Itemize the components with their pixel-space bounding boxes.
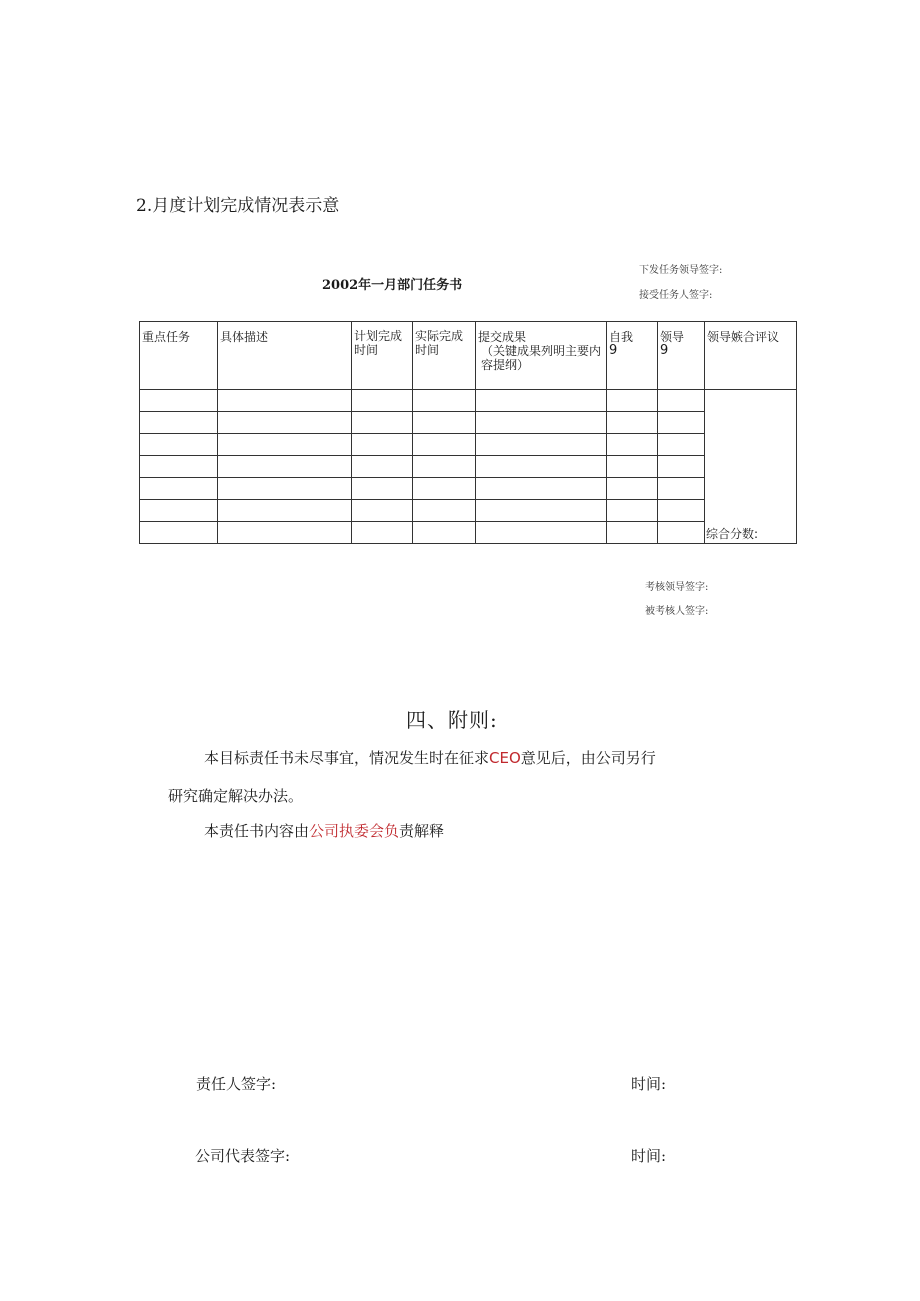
para1-ceo: CEO <box>489 749 521 767</box>
leader-score-cell[interactable] <box>658 478 705 500</box>
results-cell[interactable] <box>476 456 607 478</box>
para2-text-b: 责解释 <box>399 822 445 840</box>
description-cell[interactable] <box>218 434 352 456</box>
header-actual-time <box>413 322 476 390</box>
appendix-paragraph-1 <box>204 747 656 768</box>
leader-score-cell[interactable] <box>658 412 705 434</box>
header-actual-time-label: 实际完成时间 <box>415 329 464 357</box>
description-cell[interactable] <box>218 390 352 412</box>
table-row <box>140 390 797 412</box>
leader-score-cell[interactable] <box>658 390 705 412</box>
accept-person-signature-label: 接受任务人签字: <box>639 290 713 301</box>
task-table <box>139 321 797 544</box>
key-task-cell[interactable] <box>140 390 218 412</box>
table-row <box>140 522 797 544</box>
leader-score-cell[interactable] <box>658 500 705 522</box>
results-cell[interactable] <box>476 390 607 412</box>
header-results-note: （关键成果列明主要内容提纲） <box>481 344 602 372</box>
total-score-label: 综合分数: <box>706 527 759 541</box>
description-cell[interactable] <box>218 412 352 434</box>
results-cell[interactable] <box>476 434 607 456</box>
self-score-cell[interactable] <box>607 500 658 522</box>
header-results-title: 提交成果 <box>478 330 527 344</box>
table-row <box>140 412 797 434</box>
leader-score-cell[interactable] <box>658 456 705 478</box>
header-leader-number: 9 <box>660 343 669 358</box>
header-plan-time <box>352 322 413 390</box>
header-description <box>218 322 352 390</box>
plan-time-cell[interactable] <box>352 412 413 434</box>
company-time-label: 时间: <box>631 1147 667 1165</box>
leader-score-cell[interactable] <box>658 522 705 544</box>
description-cell[interactable] <box>218 522 352 544</box>
header-self-score <box>607 322 658 390</box>
form-title: 2002年一月部门任务书 <box>322 278 463 293</box>
actual-time-cell[interactable] <box>413 390 476 412</box>
plan-time-cell[interactable] <box>352 500 413 522</box>
results-cell[interactable] <box>476 478 607 500</box>
key-task-cell[interactable] <box>140 500 218 522</box>
para2-text-a: 本责任书内容由 <box>204 822 310 840</box>
company-rep-signature-label: 公司代表签字: <box>195 1147 291 1165</box>
appendix-paragraph-1-continued: 研究确定解决办法。 <box>168 787 304 805</box>
header-comment-label: 领导嫉合评议 <box>707 330 780 344</box>
self-score-cell[interactable] <box>607 390 658 412</box>
actual-time-cell[interactable] <box>413 478 476 500</box>
description-cell[interactable] <box>218 500 352 522</box>
header-leader-label: 领导 <box>660 330 685 344</box>
self-score-cell[interactable] <box>607 478 658 500</box>
key-task-cell[interactable] <box>140 478 218 500</box>
table-row <box>140 478 797 500</box>
header-comment <box>705 322 797 390</box>
plan-time-cell[interactable] <box>352 434 413 456</box>
responsible-person-signature-label: 责任人签字: <box>196 1075 277 1093</box>
header-results <box>476 322 607 390</box>
reviewer-signature-label: 考核领导签字: <box>645 582 709 593</box>
header-plan-time-label: 计划完成时间 <box>354 329 403 357</box>
para1-text-a: 本目标责任书未尽事宜，情况发生时在征求 <box>204 749 490 767</box>
appendix-title: 四、附则: <box>406 708 498 732</box>
key-task-cell[interactable] <box>140 412 218 434</box>
plan-time-cell[interactable] <box>352 390 413 412</box>
key-task-cell[interactable] <box>140 434 218 456</box>
appendix-paragraph-2 <box>204 820 444 841</box>
leader-score-cell[interactable] <box>658 434 705 456</box>
plan-time-cell[interactable] <box>352 522 413 544</box>
results-cell[interactable] <box>476 522 607 544</box>
key-task-cell[interactable] <box>140 522 218 544</box>
table-row <box>140 500 797 522</box>
key-task-cell[interactable] <box>140 456 218 478</box>
actual-time-cell[interactable] <box>413 456 476 478</box>
table-row <box>140 434 797 456</box>
plan-time-cell[interactable] <box>352 478 413 500</box>
table-row <box>140 456 797 478</box>
results-cell[interactable] <box>476 500 607 522</box>
header-self-label: 自我 <box>609 330 634 344</box>
header-description-label: 具体描述 <box>220 330 269 344</box>
actual-time-cell[interactable] <box>413 500 476 522</box>
reviewee-signature-label: 被考核人签字: <box>645 606 709 617</box>
comment-total-cell <box>705 390 797 544</box>
actual-time-cell[interactable] <box>413 412 476 434</box>
actual-time-cell[interactable] <box>413 522 476 544</box>
header-self-number: 9 <box>609 343 618 358</box>
plan-time-cell[interactable] <box>352 456 413 478</box>
header-leader-score <box>658 322 705 390</box>
para1-text-b: 意见后，由公司另行 <box>520 749 656 767</box>
self-score-cell[interactable] <box>607 456 658 478</box>
table-header-row <box>140 322 797 390</box>
results-cell[interactable] <box>476 412 607 434</box>
issue-leader-signature-label: 下发任务领导签字: <box>639 265 723 276</box>
header-key-task <box>140 322 218 390</box>
section-heading: 2.月度计划完成情况表示意 <box>136 196 340 216</box>
actual-time-cell[interactable] <box>413 434 476 456</box>
responsible-time-label: 时间: <box>631 1075 667 1093</box>
self-score-cell[interactable] <box>607 522 658 544</box>
header-key-task-label: 重点任务 <box>142 330 191 344</box>
description-cell[interactable] <box>218 456 352 478</box>
self-score-cell[interactable] <box>607 412 658 434</box>
description-cell[interactable] <box>218 478 352 500</box>
para2-highlight: 公司执委会负 <box>309 822 400 840</box>
self-score-cell[interactable] <box>607 434 658 456</box>
